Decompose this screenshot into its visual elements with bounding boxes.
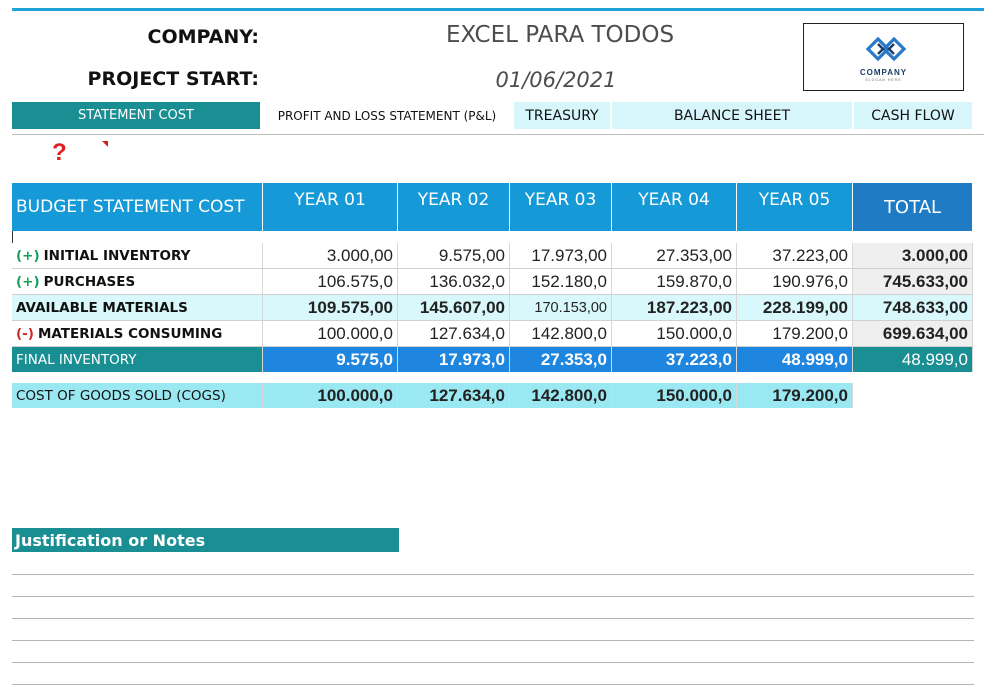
table-cell[interactable]: 179.200,0: [737, 321, 853, 347]
table-cell[interactable]: 100.000,0: [263, 321, 398, 347]
table-row-materials-consuming: [12, 321, 973, 347]
cell-cursor: [12, 231, 13, 243]
row-label: FINAL INVENTORY: [12, 347, 263, 373]
row-label: [12, 269, 263, 295]
table-row-cogs: [12, 383, 973, 409]
table-cell[interactable]: 17.973,0: [398, 347, 510, 373]
top-accent-line: [12, 8, 984, 11]
tab-treasury[interactable]: TREASURY: [514, 102, 610, 129]
tab-statement-cost[interactable]: STATEMENT COST: [12, 102, 260, 129]
row-sign: (+): [16, 273, 40, 290]
table-cell[interactable]: 48.999,0: [737, 347, 853, 373]
table-cell[interactable]: 127.634,0: [398, 321, 510, 347]
table-cell[interactable]: 109.575,00: [263, 295, 398, 321]
table-cell[interactable]: 100.000,0: [263, 383, 398, 408]
row-label: [12, 321, 263, 347]
logo-slogan: SLOGAN HERE: [865, 78, 902, 82]
note-line[interactable]: [12, 640, 974, 641]
total-cell[interactable]: 48.999,0: [853, 347, 973, 373]
table-cell[interactable]: 106.575,0: [263, 269, 398, 295]
table-row-initial-inventory: [12, 243, 973, 269]
row-label-text: PURCHASES: [43, 273, 136, 290]
table-cell[interactable]: 17.973,00: [510, 243, 612, 269]
note-line[interactable]: [12, 618, 974, 619]
table-cell[interactable]: 179.200,0: [737, 383, 853, 408]
table-cell[interactable]: 150.000,0: [612, 383, 737, 408]
tab-cash-flow[interactable]: CASH FLOW: [854, 102, 972, 129]
project-start-label: PROJECT START:: [87, 68, 259, 90]
company-label: COMPANY:: [147, 26, 259, 48]
total-cell[interactable]: 748.633,00: [853, 295, 973, 321]
total-cell[interactable]: 745.633,00: [853, 269, 973, 295]
table-cell[interactable]: 228.199,00: [737, 295, 853, 321]
help-question-icon[interactable]: ?: [52, 139, 67, 166]
column-year-02: YEAR 02: [398, 183, 510, 231]
note-line[interactable]: [12, 684, 974, 685]
table-cell[interactable]: 190.976,0: [737, 269, 853, 295]
logo-name: COMPANY: [859, 68, 908, 77]
logo-mark-icon: [864, 32, 908, 66]
table-cell[interactable]: 3.000,00: [263, 243, 398, 269]
tab-balance-sheet[interactable]: BALANCE SHEET: [612, 102, 852, 129]
note-line[interactable]: [12, 596, 974, 597]
table-cell[interactable]: 142.800,0: [510, 321, 612, 347]
comment-indicator-icon[interactable]: [102, 141, 108, 147]
note-line[interactable]: [12, 574, 974, 575]
notes-title: Justification or Notes: [12, 528, 399, 552]
nav-divider: [12, 134, 984, 135]
column-year-05: YEAR 05: [737, 183, 853, 231]
column-year-01: YEAR 01: [263, 183, 398, 231]
table-cell[interactable]: 9.575,00: [398, 243, 510, 269]
table-row-available-materials: [12, 295, 973, 321]
table-cell[interactable]: 159.870,0: [612, 269, 737, 295]
table-cell[interactable]: 170.153,00: [510, 295, 612, 321]
table-cell[interactable]: 152.180,0: [510, 269, 612, 295]
row-label: COST OF GOODS SOLD (COGS): [12, 383, 263, 408]
column-year-04: YEAR 04: [612, 183, 737, 231]
column-total: TOTAL: [853, 183, 973, 231]
row-label: AVAILABLE MATERIALS: [12, 295, 263, 321]
row-label-text: INITIAL INVENTORY: [43, 247, 191, 264]
table-cell[interactable]: 9.575,0: [263, 347, 398, 373]
table-cell[interactable]: 127.634,0: [398, 383, 510, 408]
table-cell[interactable]: 37.223,0: [612, 347, 737, 373]
tab-profit-and-loss[interactable]: PROFIT AND LOSS STATEMENT (P&L): [262, 102, 512, 129]
table-row-purchases: [12, 269, 973, 295]
table-row-final-inventory: [12, 347, 973, 373]
table-cell[interactable]: 136.032,0: [398, 269, 510, 295]
column-year-03: YEAR 03: [510, 183, 612, 231]
company-logo: [803, 23, 964, 91]
row-sign: (-): [16, 325, 34, 342]
row-sign: (+): [16, 247, 40, 264]
total-cell[interactable]: 699.634,00: [853, 321, 973, 347]
table-title: BUDGET STATEMENT COST: [12, 183, 263, 231]
total-cell[interactable]: 3.000,00: [853, 243, 973, 269]
project-start-date[interactable]: 01/06/2021: [495, 68, 617, 92]
table-cell[interactable]: 142.800,0: [510, 383, 612, 408]
table-cell[interactable]: 145.607,00: [398, 295, 510, 321]
table-cell[interactable]: 187.223,00: [612, 295, 737, 321]
table-cell[interactable]: 27.353,00: [612, 243, 737, 269]
company-name[interactable]: EXCEL PARA TODOS: [445, 22, 675, 48]
row-label-text: MATERIALS CONSUMING: [37, 325, 223, 342]
note-line[interactable]: [12, 662, 974, 663]
row-label: [12, 243, 263, 269]
table-cell[interactable]: 27.353,0: [510, 347, 612, 373]
table-cell[interactable]: 150.000,0: [612, 321, 737, 347]
table-cell[interactable]: 37.223,00: [737, 243, 853, 269]
